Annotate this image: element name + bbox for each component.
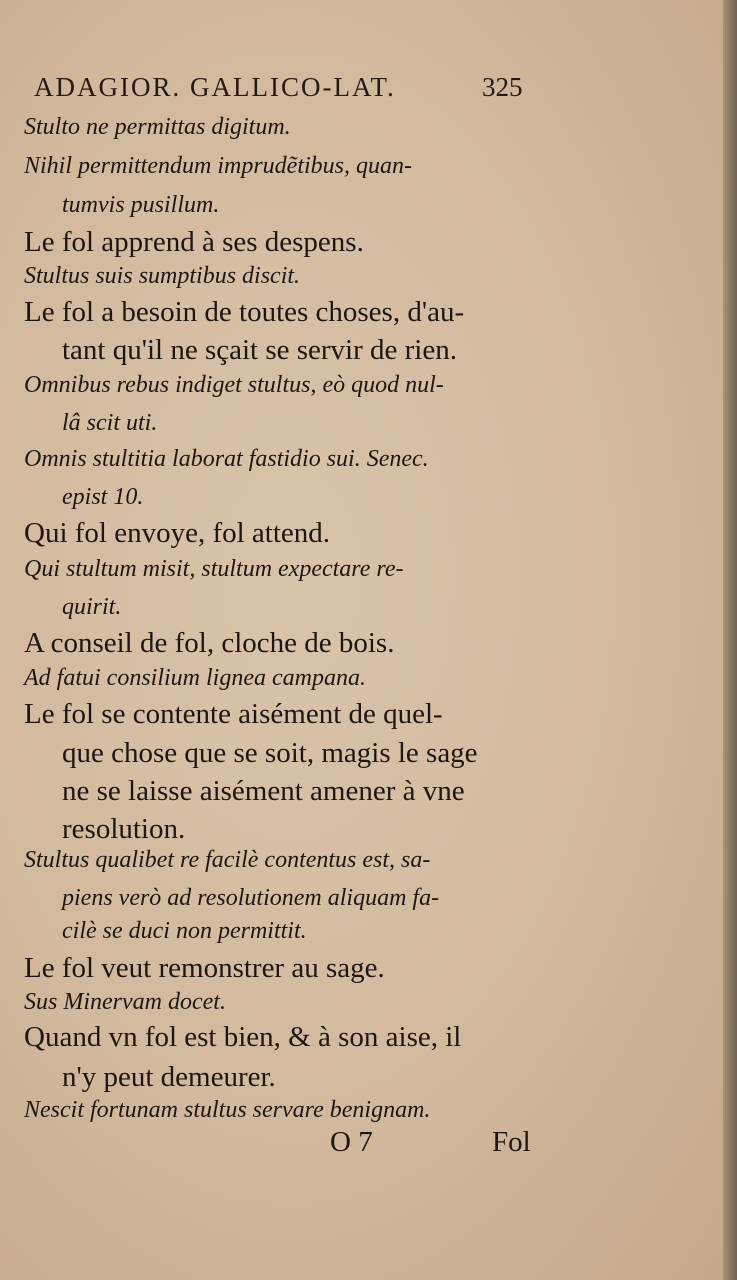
text-line: Le fol veut remonstrer au sage.: [24, 952, 385, 984]
text-line: Stultus suis sumptibus discit.: [24, 263, 301, 289]
text-line: Nihil permittendum imprudẽtibus, quan-: [24, 153, 412, 179]
text-line: Ad fatui consilium lignea campana.: [24, 665, 366, 691]
catchword: Fol: [492, 1126, 531, 1158]
text-line: tant qu'il ne sçait se servir de rien.: [62, 334, 457, 366]
text-line: piens verò ad resolutionem aliquam fa-: [62, 885, 440, 911]
text-line: A conseil de fol, cloche de bois.: [24, 627, 395, 659]
page-number: 325: [482, 72, 523, 102]
text-line: que chose que se soit, magis le sage: [62, 737, 478, 769]
running-header: ADAGIOR. GALLICO-LAT.: [34, 72, 396, 102]
text-line: Omnis stultitia laborat fastidio sui. Senec.: [24, 446, 429, 472]
text-line: Quand vn fol est bien, & à son aise, il: [24, 1021, 462, 1053]
text-line: cilè se duci non permittit.: [62, 918, 307, 944]
text-line: quirit.: [62, 594, 122, 620]
signature-mark: O 7: [330, 1126, 373, 1158]
text-line: Nescit fortunam stultus servare benignam.: [24, 1097, 431, 1123]
text-line: Le fol apprend à ses despens.: [24, 226, 364, 258]
text-line: Le fol a besoin de toutes choses, d'au-: [24, 296, 465, 328]
text-line: Stulto ne permittas digitum.: [24, 114, 291, 140]
text-line: Qui fol envoye, fol attend.: [24, 517, 331, 549]
text-line: Stultus qualibet re facilè contentus est, sa-: [24, 847, 431, 873]
text-line: Le fol se contente aisément de quel-: [24, 698, 443, 730]
text-line: lâ scit uti.: [62, 410, 158, 436]
page-edge: [723, 0, 737, 1280]
text-line: epist 10.: [62, 484, 144, 510]
text-line: Qui stultum misit, stultum expectare re-: [24, 556, 404, 582]
text-line: Sus Minervam docet.: [24, 989, 226, 1015]
text-line: tumvis pusillum.: [62, 192, 220, 218]
text-line: resolution.: [62, 813, 186, 845]
text-line: Omnibus rebus indiget stultus, eò quod nul-: [24, 372, 444, 398]
text-line: ne se laisse aisément amener à vne: [62, 775, 465, 807]
text-line: n'y peut demeurer.: [62, 1061, 276, 1093]
